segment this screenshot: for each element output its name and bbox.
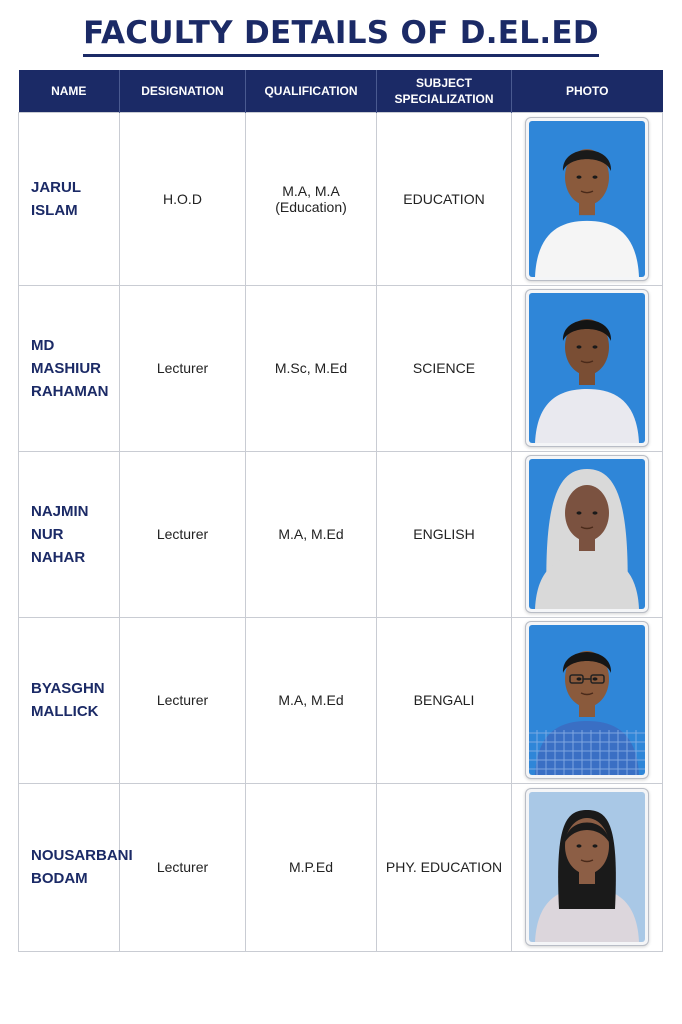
portrait-svg xyxy=(529,792,645,942)
faculty-photo xyxy=(529,121,645,277)
table-row xyxy=(19,783,663,951)
photo-frame xyxy=(525,788,649,946)
column-header-name: NAME xyxy=(19,70,120,112)
faculty-name-line: ISLAM xyxy=(31,201,78,219)
table-row xyxy=(19,112,663,285)
faculty-name-line: BODAM xyxy=(31,870,88,887)
faculty-designation: Lecturer xyxy=(120,285,246,451)
photo-frame xyxy=(525,117,649,281)
faculty-name-line: JARUL xyxy=(31,178,82,196)
faculty-subject: PHY. EDUCATION xyxy=(377,783,512,951)
faculty-qualification: M.A, M.Ed xyxy=(246,617,377,783)
faculty-photo xyxy=(529,459,645,609)
table-row xyxy=(19,285,663,451)
column-header-photo: PHOTO xyxy=(512,70,663,112)
title-wrap xyxy=(0,14,682,57)
faculty-name-line: NOUSARBANI xyxy=(31,847,133,864)
portrait-svg xyxy=(529,625,645,775)
faculty-designation: Lecturer xyxy=(120,617,246,783)
faculty-subject: SCIENCE xyxy=(377,285,512,451)
faculty-photo-cell xyxy=(512,451,663,617)
faculty-designation: Lecturer xyxy=(120,451,246,617)
faculty-name xyxy=(19,112,120,285)
column-header-designation: DESIGNATION xyxy=(120,70,246,112)
faculty-name-line: NAJMIN xyxy=(31,502,89,520)
column-header-subject-line2: SPECIALIZATION xyxy=(394,91,494,106)
faculty-qualification: M.Sc, M.Ed xyxy=(246,285,377,451)
portrait-svg xyxy=(529,121,645,277)
column-header-qualification: QUALIFICATION xyxy=(246,70,377,112)
faculty-designation: H.O.D xyxy=(120,112,246,285)
faculty-subject: BENGALI xyxy=(377,617,512,783)
column-header-subject xyxy=(377,70,512,112)
photo-frame xyxy=(525,621,649,779)
faculty-qualification: M.A, M.A (Education) xyxy=(246,112,377,285)
faculty-photo-cell xyxy=(512,285,663,451)
table-header-row xyxy=(19,70,663,112)
faculty-name xyxy=(19,617,120,783)
portrait-svg xyxy=(529,293,645,443)
faculty-subject: ENGLISH xyxy=(377,451,512,617)
faculty-photo-cell xyxy=(512,617,663,783)
faculty-rows xyxy=(19,112,663,951)
faculty-table xyxy=(18,70,663,952)
faculty-qualification: M.A, M.Ed xyxy=(246,451,377,617)
portrait-svg xyxy=(529,459,645,609)
faculty-qualification: M.P.Ed xyxy=(246,783,377,951)
column-header-subject-line1: SUBJECT xyxy=(415,75,472,90)
faculty-name xyxy=(19,451,120,617)
faculty-photo-cell xyxy=(512,112,663,285)
faculty-name-line: NUR NAHAR xyxy=(31,525,86,566)
faculty-designation: Lecturer xyxy=(120,783,246,951)
faculty-name-line: MALLICK xyxy=(31,703,99,720)
faculty-name-line: BYASGHN xyxy=(31,680,105,697)
faculty-name xyxy=(19,783,133,951)
photo-frame xyxy=(525,289,649,447)
table-row xyxy=(19,617,663,783)
faculty-photo xyxy=(529,625,645,775)
table-row xyxy=(19,451,663,617)
faculty-photo xyxy=(529,792,645,942)
photo-frame xyxy=(525,455,649,613)
faculty-subject: EDUCATION xyxy=(377,112,512,285)
faculty-photo xyxy=(529,293,645,443)
faculty-name-line: RAHAMAN xyxy=(31,382,109,400)
page-title: FACULTY DETAILS OF D.EL.ED xyxy=(83,14,599,57)
faculty-name xyxy=(19,285,120,451)
faculty-photo-cell xyxy=(512,783,663,951)
faculty-name-line: MD xyxy=(31,336,55,354)
faculty-name-line: MASHIUR xyxy=(31,359,101,377)
